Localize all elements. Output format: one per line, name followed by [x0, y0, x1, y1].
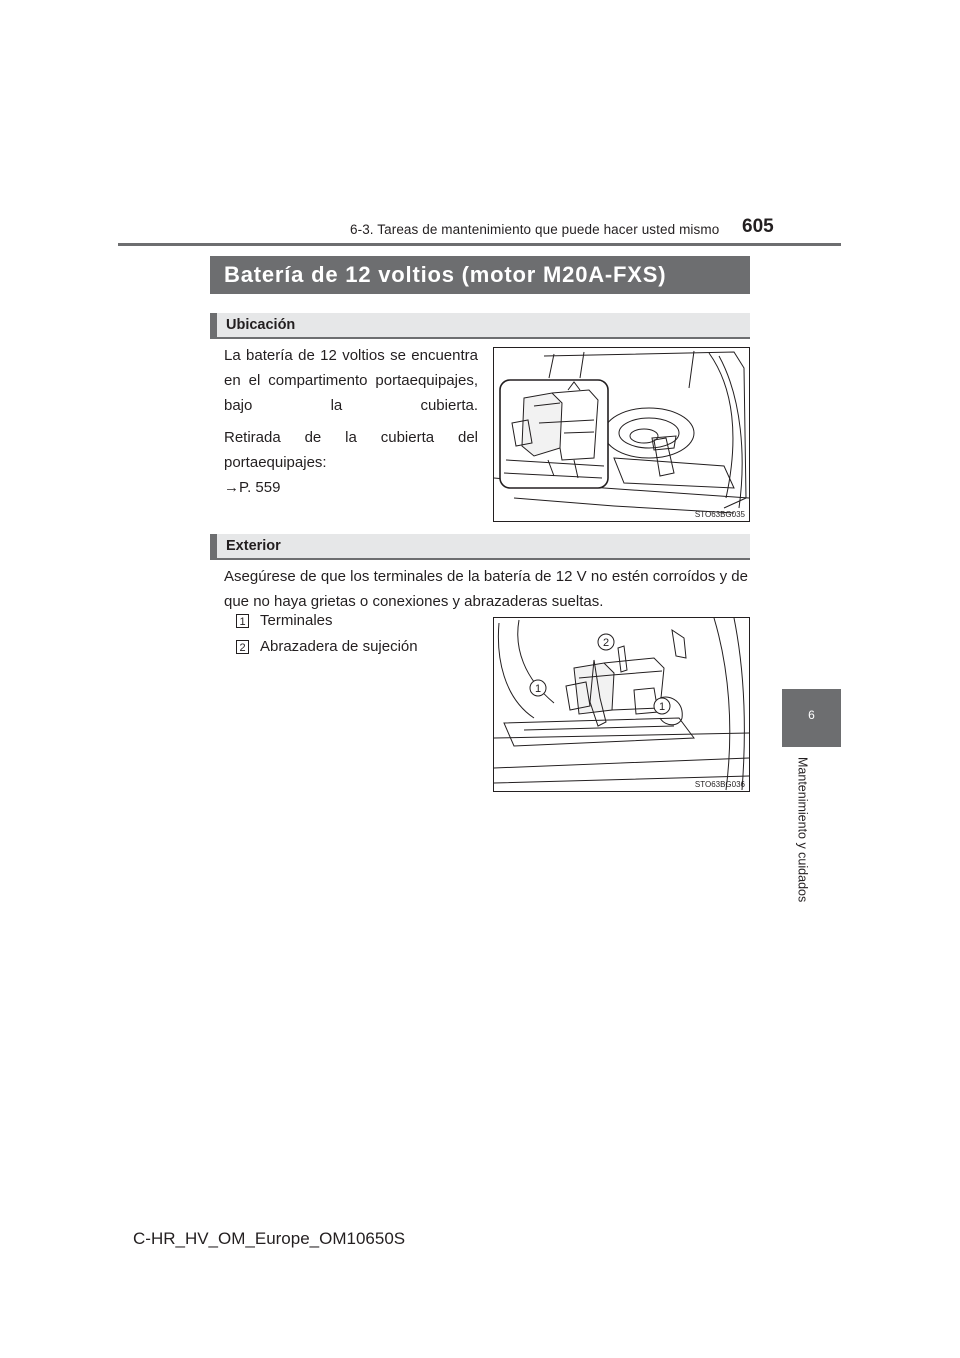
chapter-tab-number: 6	[808, 708, 815, 722]
exterior-paragraph: Asegúrese de que los terminales de la batería de 12 V no estén corroídos y de que no haya grietas o conexiones y abrazaderas sueltas.	[224, 568, 748, 610]
battery-exterior-illustration	[493, 617, 750, 792]
legend-number: 2	[236, 640, 249, 654]
chapter-tab-label: Mantenimiento y cuidados	[795, 757, 810, 903]
battery-location-illustration	[493, 347, 750, 522]
subheading-location: Ubicación	[210, 313, 750, 339]
footer-document-id: C-HR_HV_OM_Europe_OM10650S	[133, 1229, 406, 1248]
location-paragraph: La batería de 12 voltios se encuentra en el compartimento portaequipajes, bajo la cubierta.	[224, 347, 478, 414]
page-number: 605	[742, 216, 774, 237]
figure-code: STO63BG036	[694, 780, 745, 789]
figure-code: STO63BG035	[694, 510, 745, 519]
chapter-tab	[782, 689, 841, 747]
callout-terminal: 1	[658, 701, 666, 713]
section-title: Batería de 12 voltios (motor M20A-FXS)	[210, 256, 750, 294]
cover-removal-paragraph: Retirada de la cubierta del portaequipajes:	[224, 429, 478, 471]
legend-label: Terminales	[260, 612, 333, 629]
luggage-compartment-drawing	[494, 348, 749, 521]
callout-terminal: 1	[534, 683, 542, 695]
location-text	[224, 343, 478, 500]
legend-label: Abrazadera de sujeción	[260, 638, 418, 655]
legend-number: 1	[236, 614, 249, 628]
page-reference-link[interactable]: →P. 559	[224, 479, 281, 496]
callout-clamp: 2	[602, 637, 610, 649]
battery-terminals-drawing	[494, 618, 749, 791]
header-divider	[118, 243, 841, 246]
subheading-exterior: Exterior	[210, 534, 750, 560]
header-section-title: 6-3. Tareas de mantenimiento que puede hacer usted mismo	[350, 222, 720, 237]
legend-item	[236, 612, 333, 629]
legend-item	[236, 638, 418, 655]
